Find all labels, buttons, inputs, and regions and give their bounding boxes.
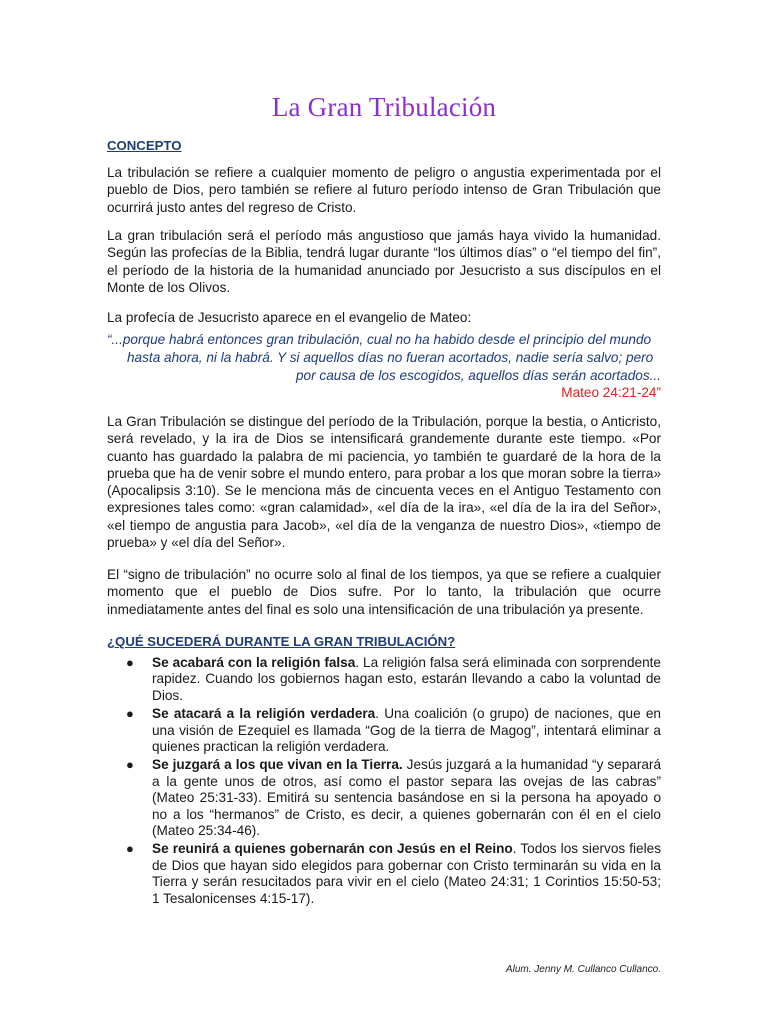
paragraph-3: La profecía de Jesucristo aparece en el evangelio de Mateo: <box>107 310 472 325</box>
page-title: La Gran Tribulación <box>271 92 497 122</box>
bullet-icon: ● <box>126 706 134 722</box>
quote-line-3: por causa de los escogidos, aquellos días serán acortados... <box>296 367 661 383</box>
list-item <box>107 841 661 907</box>
item-text: Jesús juzgará a la humanidad “y separará a la gente unos de otros, así como el pastor separa las ovejas de las cabras” (Mateo 25:31-33). Emitirá su sentencia basándose en si la persona ha apoyado o no a los “hermanos” de Cristo, es decir, a quienes gobernarán con él en el cielo (Mateo 25:34-46). <box>152 757 662 839</box>
item-text: . La religión falsa será eliminada con sorprendente rapidez. Cuando los gobiernos hagan esto, estarán llevando a cabo la voluntad de Dios. <box>152 655 661 703</box>
item-lead: Se acabará con la religión falsa <box>152 655 356 670</box>
bible-quote <box>107 331 661 384</box>
paragraph-4: La Gran Tribulación se distingue del período de la Tribulación, porque la bestia, o Anticristo, será revelado, y la ira de Dios se intensificará grandemente durante este tiempo. «Por cuanto has guardado la palabra de mi paciencia, yo también te guardaré de la hora de la prueba que ha de venir sobre el mundo entero, para probar a los que moran sobre la tierra» (Apocalipsis 3:10). Se le menciona más de cincuenta veces en el Antiguo Testamento con expresiones tales como: «gran calamidad», «el día de la ira», «el día de la ira del Señor», «el tiempo de angustia para Jacob», «el día de la venganza de nuestro Dios», «tiempo de prueba» y «el día del Señor». <box>107 414 661 551</box>
quote-reference: Mateo 24:21-24” <box>561 385 661 400</box>
list-item <box>107 757 661 839</box>
bullet-icon: ● <box>126 841 134 857</box>
item-lead: Se juzgará a los que vivan en la Tierra. <box>152 757 403 773</box>
author-footer: Alum. Jenny M. Cullanco Cullanco. <box>505 964 661 975</box>
list-item <box>107 655 661 704</box>
quote-line-1: “...porque habrá entonces gran tribulación, cual no ha habido desde el principio del mundo <box>107 332 652 347</box>
item-text: . Todos los siervos fieles de Dios que hayan sido elegidos para gobernar con Cristo terminarán su vida en la Tierra y serán resucitados para vivir en el cielo (Mateo 24:31; 1 Corintios 15:50-53; 1 Tesalonicenses 4:15-17). <box>152 841 661 906</box>
list-item <box>107 706 661 755</box>
paragraph-1: La tribulación se refiere a cualquier momento de peligro o angustia experimentada por el pueblo de Dios, pero también se refiere al futuro período intenso de Gran Tribulación que ocurrirá justo antes del regreso de Cristo. <box>107 165 661 215</box>
item-lead: Se atacará a la religión verdadera <box>152 706 376 722</box>
quote-line-2: hasta ahora, ni la habrá. Y si aquellos días no fueran acortados, nadie sería salvo; pero <box>127 349 654 365</box>
paragraph-2: La gran tribulación será el período más angustioso que jamás haya vivido la humanidad. Según las profecías de la Biblia, tendrá lugar durante “los últimos días” o “el tiempo del fin”, el período de la historia de la humanidad anunciado por Jesucristo a sus discípulos en el Monte de los Olivos. <box>107 228 661 295</box>
paragraph-5: El “signo de tribulación” no ocurre solo al final de los tiempos, ya que se refiere a cualquier momento que el pueblo de Dios sufre. Por lo tanto, la tribulación que ocurre inmediatamente antes del final es solo una intensificación de una tribulación ya presente. <box>107 567 661 617</box>
item-text: . Una coalición (o grupo) de naciones, que en una visión de Ezequiel es llamada “Gog de la tierra de Magog”, intentará eliminar a quienes practican la religión verdadera. <box>152 706 661 755</box>
section-heading-concepto: CONCEPTO <box>107 138 182 153</box>
item-lead: Se reunirá a quienes gobernarán con Jesús en el Reino <box>152 841 513 857</box>
section-heading-que-sucedera: ¿QUÉ SUCEDERÁ DURANTE LA GRAN TRIBULACIÓN? <box>107 634 456 649</box>
events-list <box>107 655 661 909</box>
bullet-icon: ● <box>126 655 134 670</box>
bullet-icon: ● <box>126 757 134 773</box>
